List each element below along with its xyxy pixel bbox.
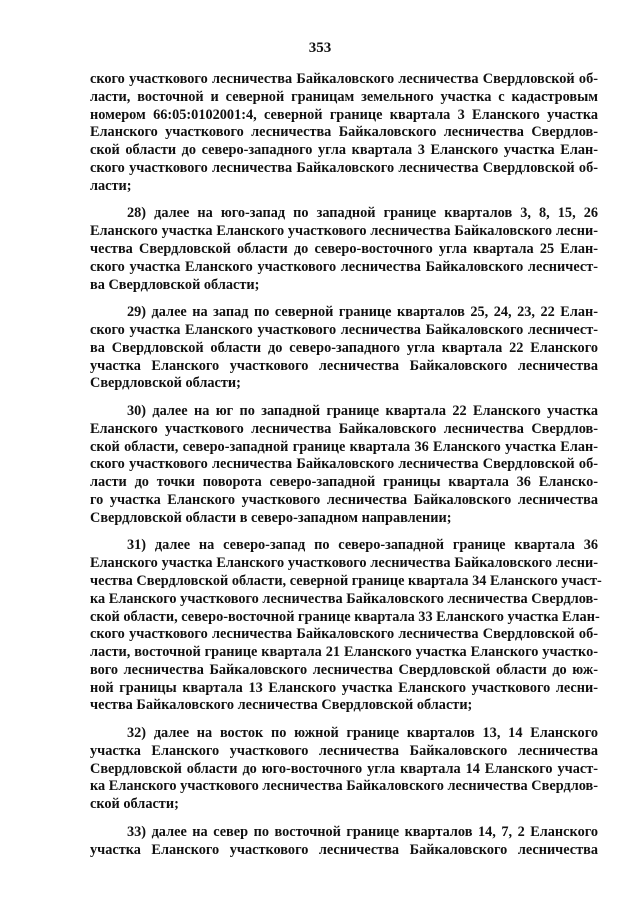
text-line: ласти;: [90, 177, 132, 194]
paragraph-item-32: [90, 725, 598, 814]
text-line: ского участкового лесничества Байкаловского лесничества Свердловской об-: [90, 626, 598, 643]
text-line: ва Свердловской области до северо-западного угла квартала 22 Еланского: [90, 339, 598, 356]
text-line: ной границы квартала 13 Еланского участка Еланского участкового лесни-: [90, 679, 598, 696]
text-line: Свердловской области до юго-восточного угла квартала 14 Еланского участ-: [90, 760, 598, 777]
text-line: ка Еланского участкового лесничества Байкаловского лесничества Свердлов-: [90, 590, 598, 607]
text-line: ского участкового лесничества Байкаловского лесничества Свердловской об-: [90, 71, 598, 87]
text-line: 28) далее на юго-запад по западной границе кварталов 3, 8, 15, 26: [127, 205, 598, 222]
text-line: 33) далее на север по восточной границе кварталов 14, 7, 2 Еланского: [127, 823, 598, 840]
text-line: Еланского участка Еланского участкового лесничества Байкаловского лесни-: [90, 223, 598, 240]
text-line: Еланского участка Еланского участкового лесничества Байкаловского лесни-: [90, 555, 598, 572]
text-line: чества Свердловской области, северной границе квартала 34 Еланского участ-: [90, 572, 602, 589]
text-line: го участка Еланского участкового лесничества Байкаловского лесничества: [90, 491, 598, 508]
text-line: участка Еланского участкового лесничества Байкаловского лесничества: [90, 742, 598, 759]
text-line: Еланского участкового лесничества Байкаловского лесничества Свердлов-: [90, 420, 598, 437]
text-line: ского участкового лесничества Байкаловского лесничества Свердловской об-: [90, 456, 598, 473]
document-body: [90, 71, 602, 859]
paragraph: [90, 71, 598, 196]
page-number: 353: [308, 40, 332, 56]
paragraph-item-31: [90, 537, 602, 715]
text-line: ва Свердловской области;: [90, 276, 260, 293]
text-line: 30) далее на юг по западной границе квартала 22 Еланского участка: [127, 402, 598, 419]
text-line: 32) далее на восток по южной границе кварталов 13, 14 Еланского: [127, 725, 598, 742]
text-line: участка Еланского участкового лесничества Байкаловского лесничества: [90, 357, 598, 374]
text-line: ласти до точки поворота северо-западной границы квартала 36 Еланско-: [90, 474, 598, 491]
text-line: ской области;: [90, 796, 179, 813]
text-line: чества Байкаловского лесничества Свердловской области;: [90, 697, 473, 714]
paragraph-item-33: [90, 824, 598, 860]
text-line: ка Еланского участкового лесничества Байкаловского лесничества Свердлов-: [90, 778, 598, 795]
text-line: ласти, восточной границе квартала 21 Еланского участка Еланского участко-: [90, 644, 598, 661]
text-line: 31) далее на северо-запад по северо-западной границе квартала 36: [127, 537, 598, 554]
text-line: вого лесничества Байкаловского лесничества Свердловской области до юж-: [90, 661, 598, 678]
text-line: ского участка Еланского участкового лесничества Байкаловского лесничест-: [90, 258, 598, 275]
text-line: ласти, восточной и северной границам земельного участка с кадастровым: [90, 88, 598, 105]
text-line: Свердловской области в северо-западном направлении;: [90, 509, 452, 526]
text-line: ской области, северо-восточной границе квартала 33 Еланского участка Елан-: [90, 608, 600, 625]
text-line: участка Еланского участкового лесничества Байкаловского лесничества: [90, 841, 598, 858]
text-line: чества Свердловской области до северо-восточного угла квартала 25 Елан-: [90, 240, 598, 257]
text-line: ского участка Еланского участкового лесничества Байкаловского лесничест-: [90, 321, 598, 338]
paragraph-item-29: [90, 304, 598, 393]
text-line: ской области, северо-западной границе квартала 36 Еланского участка Елан-: [90, 438, 598, 455]
text-line: Еланского участкового лесничества Байкаловского лесничества Свердлов-: [90, 124, 598, 141]
text-line: номером 66:05:0102001:4, северной границе квартала 3 Еланского участка: [90, 106, 598, 123]
text-line: ского участкового лесничества Байкаловского лесничества Свердловской об-: [90, 159, 598, 176]
text-line: ской области до северо-западного угла квартала 3 Еланского участка Елан-: [90, 142, 598, 159]
text-line: 29) далее на запад по северной границе кварталов 25, 24, 23, 22 Елан-: [127, 304, 598, 321]
text-line: Свердловской области;: [90, 375, 241, 392]
paragraph-item-28: [90, 205, 598, 294]
paragraph-item-30: [90, 403, 598, 528]
